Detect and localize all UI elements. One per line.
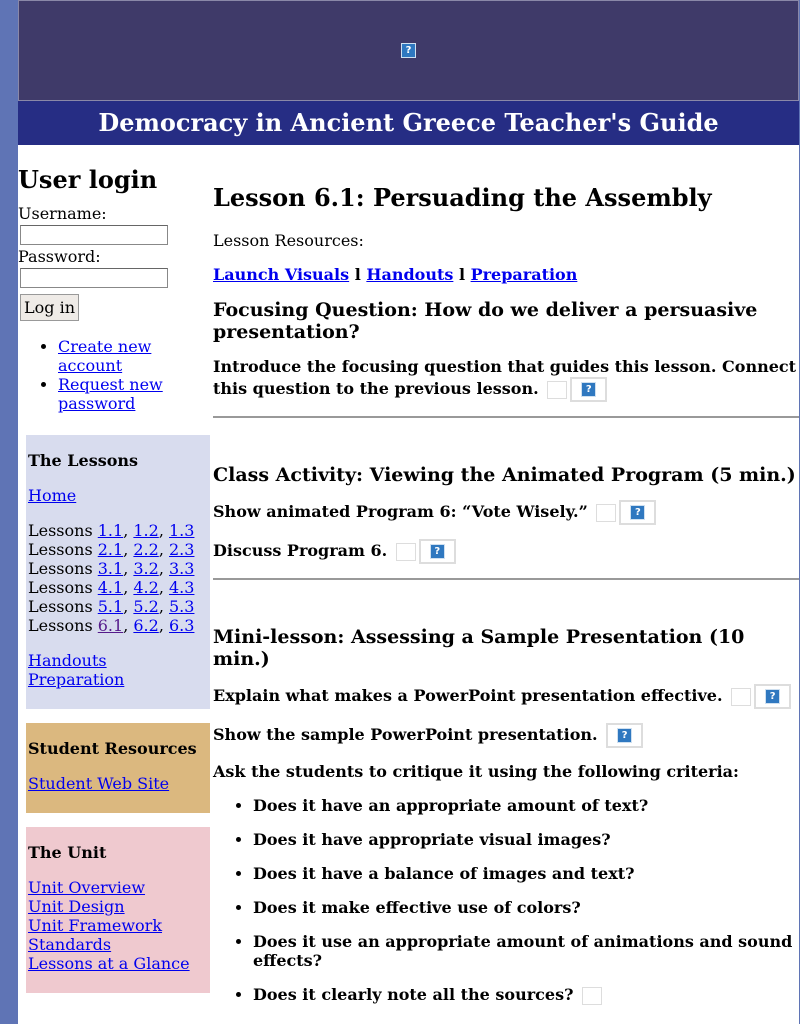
list-item bbox=[58, 337, 208, 375]
separator: l bbox=[453, 265, 471, 284]
lessons-row-6: Lessons 6.1, 6.2, 6.3 bbox=[28, 616, 195, 635]
step-text: Show the sample PowerPoint presentation. bbox=[213, 725, 598, 744]
lesson-6-3-link[interactable]: 6.3 bbox=[169, 616, 195, 635]
criteria-text: Does it clearly note all the sources? bbox=[253, 985, 574, 1004]
site-title: Democracy in Ancient Greece Teacher's Guide bbox=[18, 101, 799, 145]
lesson-resources-label: Lesson Resources: bbox=[213, 231, 364, 250]
help-icon: ? bbox=[581, 382, 596, 397]
create-account-link[interactable]: Create new account bbox=[58, 337, 152, 375]
lesson-6-1-link[interactable]: 6.1 bbox=[97, 616, 124, 635]
list-item: • Does it use an appropriate amount of animations and sound effects? bbox=[253, 932, 799, 970]
lessons-prefix: Lessons bbox=[28, 578, 98, 597]
image-placeholder-icon bbox=[582, 987, 602, 1005]
lesson-4-1-link[interactable]: 4.1 bbox=[97, 578, 124, 597]
lesson-5-2-link[interactable]: 5.2 bbox=[133, 597, 159, 616]
username-input[interactable] bbox=[20, 225, 168, 245]
lesson-5-3-link[interactable]: 5.3 bbox=[169, 597, 195, 616]
lesson-4-3-link[interactable]: 4.3 bbox=[169, 578, 195, 597]
preparation-link[interactable]: Preparation bbox=[28, 670, 125, 689]
step-item bbox=[213, 539, 799, 564]
list-item: • Does it make effective use of colors? bbox=[253, 898, 799, 917]
lesson-4-2-link[interactable]: 4.2 bbox=[133, 578, 159, 597]
lessons-row-4: Lessons 4.1, 4.2, 4.3 bbox=[28, 578, 195, 597]
list-item: • Does it have a balance of images and text? bbox=[253, 864, 799, 883]
help-icon: ? bbox=[430, 544, 445, 559]
step-text: Discuss Program 6. bbox=[213, 541, 388, 560]
step-item bbox=[213, 500, 799, 525]
focusing-text bbox=[213, 357, 799, 402]
lesson-resources-links bbox=[213, 265, 799, 285]
step-text: Explain what makes a PowerPoint presentation effective. bbox=[213, 686, 723, 705]
help-icon: ? bbox=[617, 728, 632, 743]
sidebar bbox=[18, 145, 208, 993]
lesson-3-3-link[interactable]: 3.3 bbox=[169, 559, 195, 578]
page-title: Lesson 6.1: Persuading the Assembly bbox=[213, 183, 712, 212]
class-activity-section bbox=[213, 464, 799, 580]
lesson-5-1-link[interactable]: 5.1 bbox=[97, 597, 124, 616]
lessons-row-3: Lessons 3.1, 3.2, 3.3 bbox=[28, 559, 195, 578]
header-banner bbox=[18, 0, 799, 101]
login-button[interactable]: Log in bbox=[20, 294, 79, 321]
lessons-prefix: Lessons bbox=[28, 597, 98, 616]
mini-lesson-heading: Mini-lesson: Assessing a Sample Presentation (10 min.) bbox=[213, 626, 745, 670]
lessons-row-5: Lessons 5.1, 5.2, 5.3 bbox=[28, 597, 195, 616]
unit-overview-link[interactable]: Unit Overview bbox=[28, 878, 146, 897]
unit-block bbox=[26, 827, 210, 993]
password-label: Password: bbox=[18, 247, 101, 266]
lessons-prefix: Lessons bbox=[28, 540, 98, 559]
focusing-text-content: Introduce the focusing question that guides this lesson. Connect this question to the previous lesson. bbox=[213, 357, 797, 398]
divider bbox=[213, 578, 799, 580]
lessons-prefix: Lessons bbox=[28, 521, 98, 540]
step-item bbox=[213, 723, 799, 748]
help-button[interactable] bbox=[570, 377, 607, 402]
lessons-list bbox=[28, 521, 208, 635]
help-icon: ? bbox=[765, 689, 780, 704]
image-placeholder-icon bbox=[396, 543, 416, 561]
image-placeholder-icon bbox=[547, 381, 567, 399]
main-content bbox=[213, 145, 799, 1020]
separator: l bbox=[349, 265, 367, 284]
student-block-title: Student Resources bbox=[28, 739, 197, 758]
preparation-resource-link[interactable]: Preparation bbox=[470, 265, 578, 284]
help-button[interactable] bbox=[754, 684, 791, 709]
student-resources-block bbox=[26, 723, 210, 813]
login-links bbox=[18, 337, 208, 413]
image-placeholder-icon bbox=[731, 688, 751, 706]
user-login-block bbox=[18, 165, 208, 413]
step-item bbox=[213, 684, 799, 709]
student-web-site-link[interactable]: Student Web Site bbox=[28, 774, 170, 793]
lessons-prefix: Lessons bbox=[28, 616, 98, 635]
image-placeholder-icon bbox=[596, 504, 616, 522]
divider bbox=[213, 416, 799, 418]
request-password-link[interactable]: Request new password bbox=[58, 375, 163, 413]
unit-design-link[interactable]: Unit Design bbox=[28, 897, 125, 916]
lesson-1-2-link[interactable]: 1.2 bbox=[133, 521, 159, 540]
username-label: Username: bbox=[18, 204, 107, 223]
focusing-question-heading: Focusing Question: How do we deliver a persuasive presentation? bbox=[213, 299, 758, 343]
mini-lesson-section bbox=[213, 626, 799, 1005]
lessons-row-1: Lessons 1.1, 1.2, 1.3 bbox=[28, 521, 195, 540]
list-item: • Does it have an appropriate amount of text? bbox=[253, 796, 799, 815]
help-icon: ? bbox=[630, 505, 645, 520]
help-button[interactable] bbox=[606, 723, 643, 748]
login-title: User login bbox=[18, 165, 158, 194]
lesson-1-3-link[interactable]: 1.3 bbox=[169, 521, 195, 540]
class-activity-heading: Class Activity: Viewing the Animated Program (5 min.) bbox=[213, 464, 796, 486]
lesson-3-2-link[interactable]: 3.2 bbox=[133, 559, 159, 578]
lessons-at-a-glance-link[interactable]: Lessons at a Glance bbox=[28, 954, 190, 973]
standards-link[interactable]: Standards bbox=[28, 935, 112, 954]
help-button[interactable] bbox=[419, 539, 456, 564]
list-item bbox=[253, 985, 799, 1005]
broken-image-icon: ? bbox=[401, 43, 416, 58]
lessons-block-title: The Lessons bbox=[28, 451, 139, 470]
lessons-row-2: Lessons 2.1, 2.2, 2.3 bbox=[28, 540, 195, 559]
criteria-intro: Ask the students to critique it using the following criteria: bbox=[213, 762, 739, 781]
lesson-3-1-link[interactable]: 3.1 bbox=[97, 559, 124, 578]
unit-framework-link[interactable]: Unit Framework bbox=[28, 916, 163, 935]
lesson-6-2-link[interactable]: 6.2 bbox=[133, 616, 159, 635]
lesson-2-2-link[interactable]: 2.2 bbox=[133, 540, 159, 559]
unit-block-title: The Unit bbox=[28, 843, 107, 862]
handouts-resource-link[interactable]: Handouts bbox=[366, 265, 454, 284]
step-text: Show animated Program 6: “Vote Wisely.” bbox=[213, 502, 588, 521]
handouts-link[interactable]: Handouts bbox=[28, 651, 107, 670]
lesson-2-1-link[interactable]: 2.1 bbox=[97, 540, 124, 559]
list-item bbox=[58, 375, 208, 413]
lessons-block bbox=[26, 435, 210, 709]
criteria-list bbox=[213, 796, 799, 1005]
help-button[interactable] bbox=[619, 500, 656, 525]
lesson-1-1-link[interactable]: 1.1 bbox=[97, 521, 124, 540]
lesson-2-3-link[interactable]: 2.3 bbox=[169, 540, 195, 559]
password-input[interactable] bbox=[20, 268, 168, 288]
home-link[interactable]: Home bbox=[28, 486, 77, 505]
list-item: • Does it have appropriate visual images? bbox=[253, 830, 799, 849]
launch-visuals-link[interactable]: Launch Visuals bbox=[213, 265, 350, 284]
lessons-prefix: Lessons bbox=[28, 559, 98, 578]
page bbox=[18, 0, 799, 1024]
